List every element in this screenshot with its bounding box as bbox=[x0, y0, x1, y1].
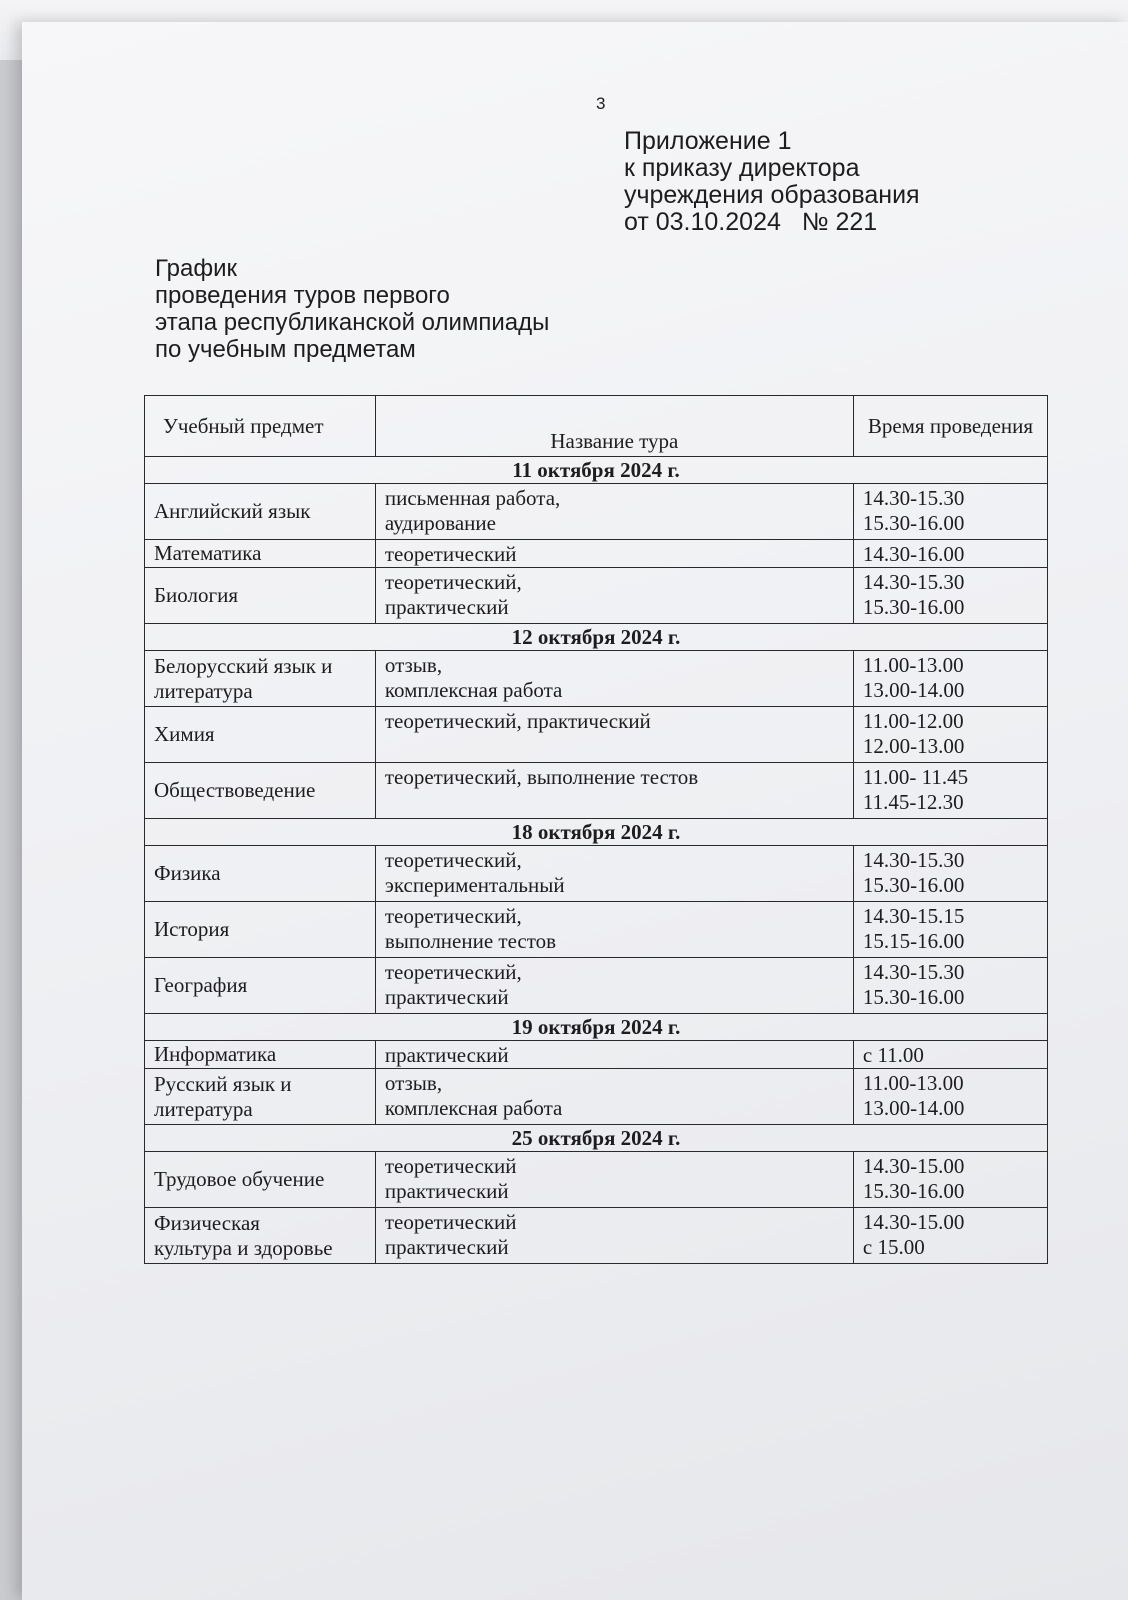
subject-cell-line: культура и здоровье bbox=[154, 1235, 333, 1260]
attachment-header bbox=[624, 128, 920, 236]
subject-cell-line: Математика bbox=[154, 541, 262, 565]
time-cell bbox=[853, 902, 1047, 958]
time-cell-line: 15.15-16.00 bbox=[862, 929, 965, 953]
tour-cell bbox=[375, 484, 853, 540]
table-row bbox=[145, 540, 1048, 568]
tour-cell-line: теоретический, bbox=[384, 570, 522, 594]
table-header-row bbox=[145, 396, 1048, 457]
time-cell-line: 13.00-14.00 bbox=[862, 1096, 965, 1120]
tour-cell-line: теоретический, bbox=[384, 904, 522, 928]
tour-cell-line: аудирование bbox=[384, 511, 496, 535]
subject-cell-line: литература bbox=[154, 678, 253, 703]
time-cell-line: 14.30-15.30 bbox=[862, 570, 965, 594]
date-row bbox=[145, 457, 1048, 484]
header-time-line-2: проведения bbox=[929, 414, 1034, 438]
tour-cell bbox=[375, 1041, 853, 1069]
tour-cell bbox=[375, 651, 853, 707]
attachment-line-1: Приложение 1 bbox=[624, 127, 792, 155]
time-cell bbox=[853, 846, 1047, 902]
date-cell: 19 октября 2024 г. bbox=[145, 1014, 1048, 1041]
subject-cell-line: История bbox=[154, 917, 230, 941]
tour-cell-line: практический bbox=[384, 1235, 509, 1259]
subject-cell-line: Английский язык bbox=[154, 499, 311, 523]
subject-cell bbox=[145, 958, 376, 1014]
date-row bbox=[145, 1014, 1048, 1041]
tour-cell-line: практический bbox=[384, 985, 509, 1009]
subject-cell bbox=[145, 846, 376, 902]
tour-cell-line: теоретический bbox=[384, 1210, 517, 1234]
time-cell-line: 13.00-14.00 bbox=[862, 678, 965, 702]
time-cell bbox=[853, 1208, 1047, 1264]
tour-cell-line: теоретический, практический bbox=[384, 709, 651, 733]
subject-cell-line: Химия bbox=[154, 722, 215, 746]
time-cell bbox=[853, 540, 1047, 568]
tour-cell bbox=[375, 707, 853, 763]
title-line-1: График bbox=[155, 255, 237, 282]
time-cell-line: 11.00- 11.45 bbox=[862, 765, 969, 789]
date-cell: 18 октября 2024 г. bbox=[145, 819, 1048, 846]
time-cell-line: 14.30-16.00 bbox=[862, 542, 965, 566]
table-row bbox=[145, 651, 1048, 707]
subject-cell-line: литература bbox=[154, 1096, 253, 1121]
tour-cell-line: практический bbox=[384, 1043, 509, 1067]
title-line-3: этапа республиканской олимпиады bbox=[155, 309, 550, 336]
time-cell-line: 14.30-15.15 bbox=[862, 904, 965, 928]
subject-cell-line: Информатика bbox=[154, 1042, 277, 1066]
time-cell-line: с 15.00 bbox=[862, 1235, 925, 1259]
tour-cell-line: письменная работа, bbox=[384, 486, 561, 510]
header-time bbox=[853, 396, 1047, 457]
time-cell-line: 11.45-12.30 bbox=[862, 790, 964, 814]
date-cell: 25 октября 2024 г. bbox=[145, 1125, 1048, 1152]
time-cell bbox=[853, 707, 1047, 763]
time-cell bbox=[853, 651, 1047, 707]
subject-cell-line: Биология bbox=[154, 583, 239, 607]
tour-cell bbox=[375, 958, 853, 1014]
date-row bbox=[145, 1125, 1048, 1152]
tour-cell bbox=[375, 902, 853, 958]
time-cell bbox=[853, 1152, 1047, 1208]
time-cell-line: 11.00-13.00 bbox=[862, 653, 964, 677]
subject-cell bbox=[145, 1208, 376, 1264]
tour-cell bbox=[375, 1069, 853, 1125]
header-subject: Учебный предмет bbox=[145, 396, 376, 457]
subject-cell bbox=[145, 763, 376, 819]
tour-cell-line: комплексная работа bbox=[384, 678, 563, 702]
header-tour bbox=[375, 396, 853, 457]
tour-cell-line: теоретический, bbox=[384, 848, 522, 872]
header-tour-label: Название тура bbox=[550, 429, 679, 453]
time-cell-line: 14.30-15.30 bbox=[862, 848, 965, 872]
time-cell-line: 15.30-16.00 bbox=[862, 873, 965, 897]
subject-cell-line: География bbox=[154, 973, 248, 997]
time-cell-line: 15.30-16.00 bbox=[862, 595, 965, 619]
schedule-title bbox=[155, 255, 549, 363]
time-cell-line: 14.30-15.00 bbox=[862, 1154, 965, 1178]
time-cell bbox=[853, 958, 1047, 1014]
attachment-line-2: к приказу директора bbox=[624, 154, 860, 182]
page-number: 3 bbox=[596, 94, 606, 113]
schedule-table bbox=[144, 395, 1048, 1264]
tour-cell-line: экспериментальный bbox=[384, 873, 565, 897]
subject-cell bbox=[145, 540, 376, 568]
subject-cell bbox=[145, 568, 376, 624]
time-cell bbox=[853, 568, 1047, 624]
time-cell-line: 14.30-15.30 bbox=[862, 960, 965, 984]
tour-cell bbox=[375, 846, 853, 902]
time-cell bbox=[853, 1041, 1047, 1069]
tour-cell-line: теоретический bbox=[384, 1154, 517, 1178]
tour-cell-line: отзыв, bbox=[384, 653, 443, 677]
time-cell-line: 15.30-16.00 bbox=[862, 511, 965, 535]
time-cell-line: 11.00-12.00 bbox=[862, 709, 964, 733]
tour-cell-line: теоретический, bbox=[384, 960, 522, 984]
time-cell bbox=[853, 763, 1047, 819]
attachment-line-4: от 03.10.2024 № 221 bbox=[624, 208, 878, 236]
time-cell-line: 14.30-15.30 bbox=[862, 486, 965, 510]
tour-cell bbox=[375, 763, 853, 819]
subject-cell bbox=[145, 484, 376, 540]
schedule-body bbox=[145, 457, 1048, 1264]
title-line-4: по учебным предметам bbox=[155, 336, 416, 363]
subject-cell-line: Русский язык и bbox=[154, 1071, 292, 1096]
table-row bbox=[145, 846, 1048, 902]
date-row bbox=[145, 624, 1048, 651]
subject-cell bbox=[145, 1152, 376, 1208]
subject-cell-line: Обществоведение bbox=[154, 778, 316, 802]
subject-cell bbox=[145, 651, 376, 707]
subject-cell-line: Белорусский язык и bbox=[154, 653, 333, 678]
attachment-line-3: учреждения образования bbox=[624, 181, 920, 209]
tour-cell-line: практический bbox=[384, 595, 509, 619]
tour-cell-line: практический bbox=[384, 1179, 509, 1203]
date-cell: 11 октября 2024 г. bbox=[145, 457, 1048, 484]
table-row bbox=[145, 568, 1048, 624]
date-cell: 12 октября 2024 г. bbox=[145, 624, 1048, 651]
table-row bbox=[145, 958, 1048, 1014]
table-row bbox=[145, 1069, 1048, 1125]
table-row bbox=[145, 707, 1048, 763]
tour-cell bbox=[375, 540, 853, 568]
table-row bbox=[145, 1041, 1048, 1069]
tour-cell-line: теоретический, выполнение тестов bbox=[384, 765, 699, 789]
table-row bbox=[145, 763, 1048, 819]
tour-cell bbox=[375, 1208, 853, 1264]
time-cell bbox=[853, 1069, 1047, 1125]
tour-cell bbox=[375, 568, 853, 624]
tour-cell-line: теоретический bbox=[384, 542, 517, 566]
time-cell-line: 11.00-13.00 bbox=[862, 1071, 964, 1095]
subject-cell bbox=[145, 902, 376, 958]
date-row bbox=[145, 819, 1048, 846]
time-cell-line: 14.30-15.00 bbox=[862, 1210, 965, 1234]
time-cell-line: с 11.00 bbox=[862, 1043, 924, 1067]
time-cell bbox=[853, 484, 1047, 540]
time-cell-line: 12.00-13.00 bbox=[862, 734, 965, 758]
table-row bbox=[145, 1208, 1048, 1264]
tour-cell-line: отзыв, bbox=[384, 1071, 443, 1095]
subject-cell-line: Физическая bbox=[154, 1210, 260, 1235]
table-row bbox=[145, 902, 1048, 958]
time-cell-line: 15.30-16.00 bbox=[862, 985, 965, 1009]
table-row bbox=[145, 1152, 1048, 1208]
tour-cell-line: выполнение тестов bbox=[384, 929, 557, 953]
subject-cell bbox=[145, 707, 376, 763]
subject-cell-line: Трудовое обучение bbox=[154, 1167, 325, 1191]
subject-cell-line: Физика bbox=[154, 861, 221, 885]
title-line-2: проведения туров первого bbox=[155, 282, 450, 309]
tour-cell-line: комплексная работа bbox=[384, 1096, 563, 1120]
subject-cell bbox=[145, 1069, 376, 1125]
table-row bbox=[145, 484, 1048, 540]
tour-cell bbox=[375, 1152, 853, 1208]
header-time-line-1: Время bbox=[867, 414, 925, 438]
subject-cell bbox=[145, 1041, 376, 1069]
time-cell-line: 15.30-16.00 bbox=[862, 1179, 965, 1203]
